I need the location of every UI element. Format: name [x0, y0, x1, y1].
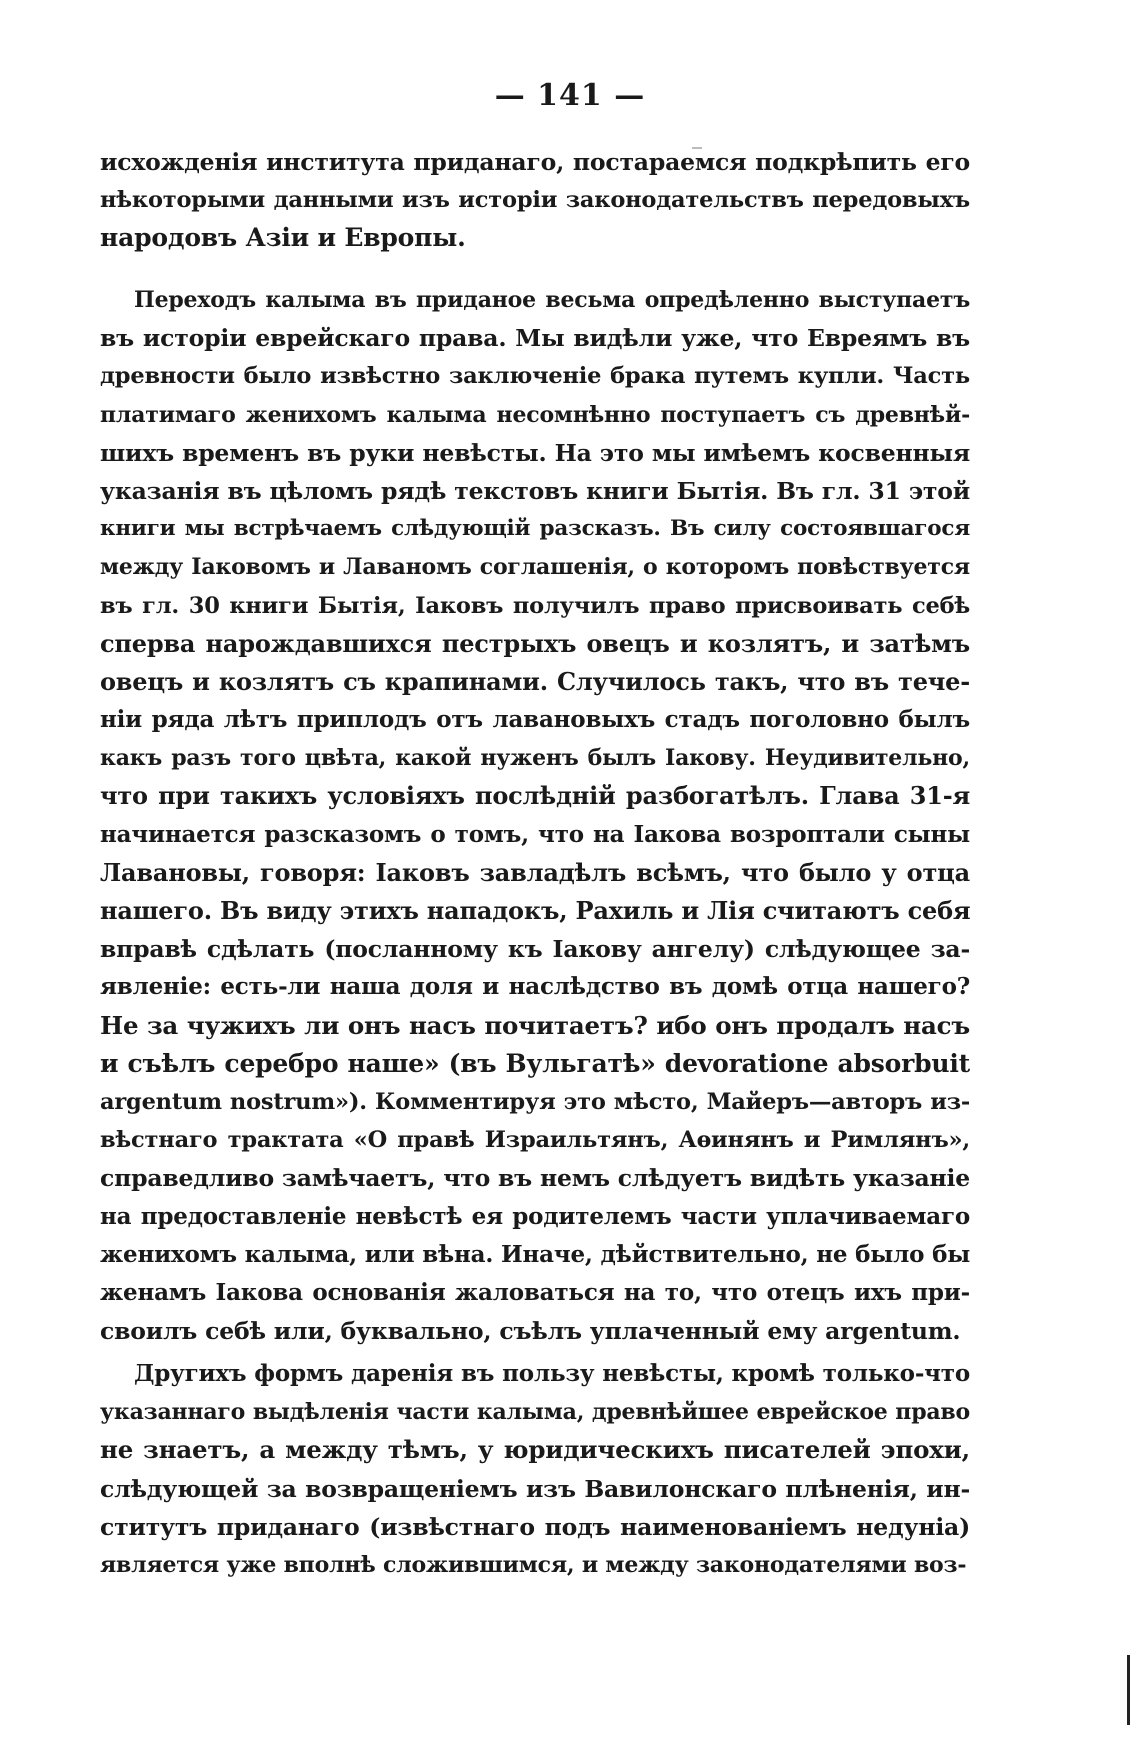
text-line: исхожденія института приданаго, постараемся подкрѣпить его: [100, 148, 970, 176]
text-line: женихомъ калыма, или вѣна. Иначе, дѣйствительно, не было бы: [100, 1240, 971, 1268]
text-line: книги мы встрѣчаемъ слѣдующій разсказъ. Въ силу состоявшагося: [100, 516, 970, 542]
text-line: древности было извѣстно заключеніе брака путемъ купли. Часть: [100, 363, 970, 390]
text-line: ніи ряда лѣтъ приплодъ отъ лавановыхъ стадъ поголовно былъ: [100, 706, 970, 734]
text-line: что при такихъ условіяхъ послѣдній разбогатѣлъ. Глава 31-я: [100, 781, 970, 811]
paragraph-3: [100, 1355, 970, 1584]
text-line: является уже вполнѣ сложившимся, и между законодателями воз-: [100, 1551, 967, 1578]
text-line: своилъ себѣ или, буквально, съѣлъ уплаченный ему argentum.: [100, 1317, 961, 1346]
text-line: слѣдующей за возвращеніемъ изъ Вавилонскаго плѣненія, ин-: [100, 1474, 970, 1503]
text-line: не знаетъ, а между тѣмъ, у юридическихъ писателей эпохи,: [100, 1435, 970, 1465]
text-line: argentum nostrum»). Комментируя это мѣсто, Майеръ—авторъ из-: [100, 1088, 970, 1115]
text-line: Лавановы, говоря: Іаковъ завладѣлъ всѣмъ, что было у отца: [100, 857, 970, 887]
text-line: какъ разъ того цвѣта, какой нуженъ былъ Іакову. Неудивительно,: [100, 745, 970, 772]
text-line: въ гл. 30 книги Бытія, Іаковъ получилъ право присвоивать себѣ: [100, 592, 970, 619]
text-line: нашего. Въ виду этихъ нападокъ, Рахиль и Лія считаютъ себя: [100, 896, 971, 925]
paragraph-2: [100, 281, 970, 1350]
text-line: вправѣ сдѣлать (посланному къ Іакову ангелу) слѣдующее за-: [100, 935, 970, 964]
text-line: нѣкоторыми данными изъ исторіи законодательствъ передовыхъ: [100, 187, 970, 214]
text-line: Переходъ калыма въ приданое весьма опредѣленно выступаетъ: [134, 287, 970, 313]
text-line: явленіе: есть-ли наша доля и наслѣдство въ домѣ отца нашего?: [100, 973, 970, 1001]
text-line: на предоставленіе невѣстѣ ея родителемъ части уплачиваемаго: [100, 1202, 970, 1230]
margin-mark: [1127, 1655, 1130, 1725]
paragraph-1: [100, 143, 970, 258]
text-line: вѣстнаго трактата «О правѣ Израильтянъ, Аѳинянъ и Римлянъ»,: [100, 1127, 970, 1154]
text-line: платимаго женихомъ калыма несомнѣнно поступаетъ съ древнѣй-: [100, 401, 970, 428]
page-number: — 141 —: [494, 78, 646, 113]
text-line: указаннаго выдѣленія части калыма, древнѣйшее еврейское право: [100, 1399, 970, 1426]
text-line: между Іаковомъ и Лаваномъ соглашенія, о которомъ повѣствуется: [100, 554, 970, 581]
text-line: Не за чужихъ ли онъ насъ почитаетъ? ибо онъ продалъ насъ: [100, 1010, 970, 1040]
text-line: шихъ временъ въ руки невѣсты. На это мы имѣемъ косвенныя: [100, 438, 970, 467]
text-line: народовъ Азіи и Европы.: [100, 223, 466, 253]
text-line: ститутъ приданаго (извѣстнаго подъ наименованіемъ недуніа): [100, 1512, 970, 1541]
text-line: сперва нарождавшихся пестрыхъ овецъ и козлятъ, и затѣмъ: [100, 628, 970, 658]
text-line: начинается разсказомъ о томъ, что на Іакова возроптали сыны: [100, 820, 970, 848]
text-line: справедливо замѣчаетъ, что въ немъ слѣдуетъ видѣть указаніе: [100, 1164, 970, 1193]
text-line: въ исторіи еврейскаго права. Мы видѣли уже, что Евреямъ въ: [100, 324, 970, 353]
text-line: овецъ и козлятъ съ крапинами. Случилось такъ, что въ тече-: [100, 666, 970, 696]
text-line: женамъ Іакова основанія жаловаться на то, что отецъ ихъ при-: [100, 1278, 970, 1306]
text-line: и съѣлъ серебро наше» (въ Вульгатѣ» devoratione absorbuit: [100, 1048, 970, 1078]
text-line: Другихъ формъ даренія въ пользу невѣсты, кромѣ только-что: [134, 1360, 970, 1387]
text-line: указанія въ цѣломъ рядѣ текстовъ книги Бытія. Въ гл. 31 этой: [100, 476, 970, 505]
